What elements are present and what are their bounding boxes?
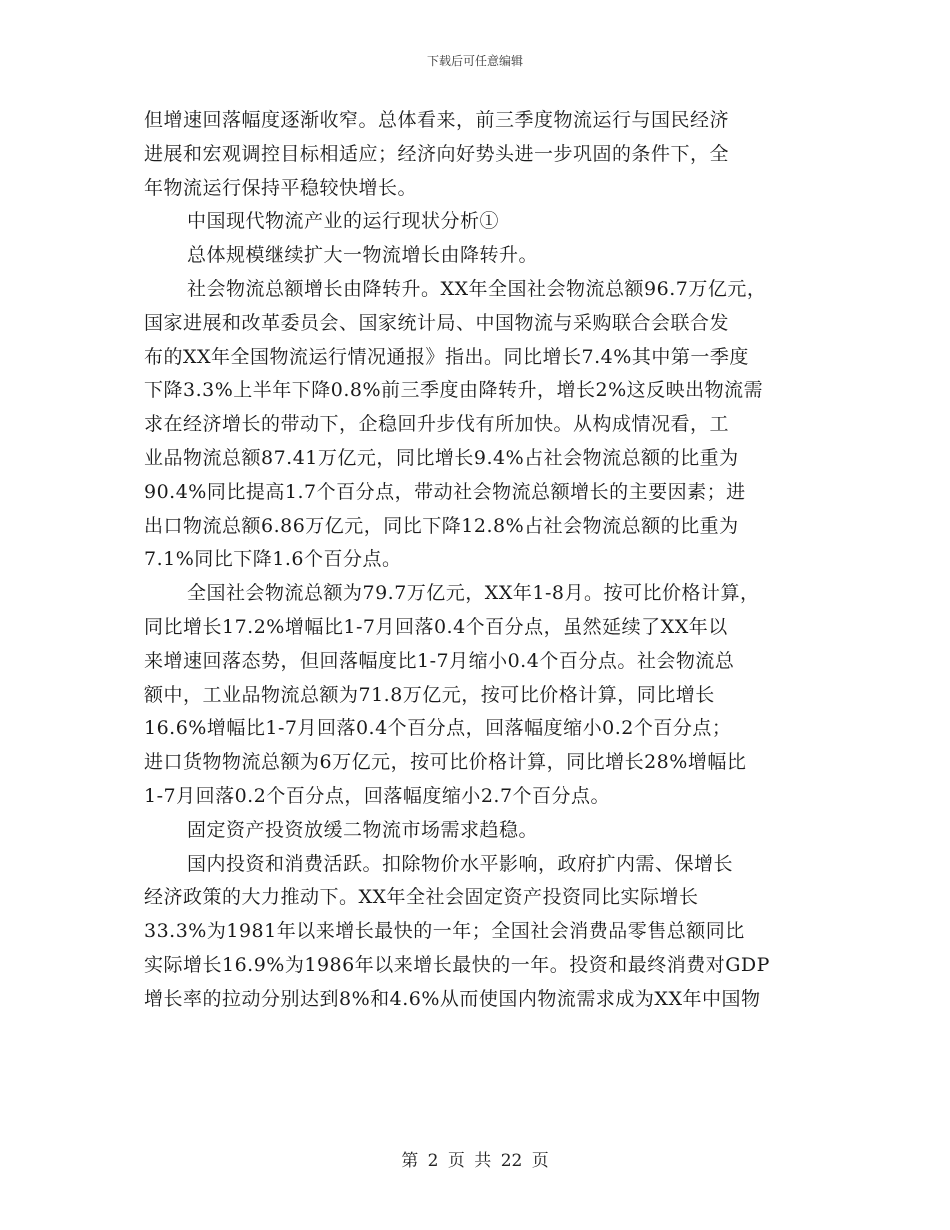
text-line: 固定资产投资放缓二物流市场需求趋稳。 (187, 818, 539, 841)
text-line: 1-7月回落0.2个百分点，回落幅度缩小2.7个百分点。 (144, 784, 611, 807)
text-line: 7.1%同比下降1.6个百分点。 (144, 548, 402, 571)
text-line: 业品物流总额87.41万亿元，同比增长9.4%占社会物流总额的比重为 (144, 446, 739, 469)
text-line: 年物流运行保持平稳较快增长。 (144, 176, 418, 199)
text-line: 额中，工业品物流总额为71.8万亿元，按可比价格计算，同比增长 (144, 683, 715, 706)
page-header: 下载后可任意编辑 (426, 54, 523, 68)
text-line: 下降3.3%上半年下降0.8%前三季度由降转升，增长2%这反映出物流需 (144, 379, 764, 402)
text-line: 总体规模继续扩大一物流增长由降转升。 (187, 244, 539, 267)
text-line: 同比增长17.2%增幅比1-7月回落0.4个百分点，虽然延续了XX年以 (144, 615, 728, 638)
text-line: 但增速回落幅度逐渐收窄。总体看来，前三季度物流运行与国民经济 (144, 109, 730, 131)
text-line: 16.6%增幅比1-7月回落0.4个百分点，回落幅度缩小0.2个百分点； (144, 717, 732, 740)
page-footer: 第 2 页 共 22 页 (401, 1151, 549, 1171)
text-line: 社会物流总额增长由降转升。XX年全国社会物流总额96.7万亿元， (187, 277, 767, 300)
text-line: 进展和宏观调控目标相适应；经济向好势头进一步巩固的条件下，全 (144, 142, 730, 165)
text-line: 国内投资和消费活跃。扣除物价水平影响，政府扩内需、保增长 (187, 852, 734, 875)
text-line: 出口物流总额6.86万亿元，同比下降12.8%占社会物流总额的比重为 (144, 514, 739, 537)
text-line: 增长率的拉动分别达到8%和4.6%从而使国内物流需求成为XX年中国物 (144, 987, 761, 1010)
text-line: 国家进展和改革委员会、国家统计局、中国物流与采购联合会联合发 (144, 311, 730, 334)
text-line: 90.4%同比提高1.7个百分点，带动社会物流总额增长的主要因素；进 (144, 480, 746, 503)
text-line: 求在经济增长的带动下，企稳回升步伐有所加快。从构成情况看，工 (144, 413, 730, 436)
text-line: 中国现代物流产业的运行现状分析① (187, 210, 500, 233)
text-line: 经济政策的大力推动下。XX年全社会固定资产投资同比实际增长 (144, 886, 699, 909)
document-body (144, 104, 814, 1017)
text-line: 全国社会物流总额为79.7万亿元，XX年1-8月。按可比价格计算， (187, 582, 760, 605)
text-line: 布的XX年全国物流运行情况通报》指出。同比增长7.4%其中第一季度 (144, 345, 749, 368)
text-line: 来增速回落态势，但回落幅度比1-7月缩小0.4个百分点。社会物流总 (144, 649, 735, 672)
text-line: 进口货物物流总额为6万亿元，按可比价格计算，同比增长28%增幅比 (144, 751, 747, 774)
text-line: 33.3%为1981年以来增长最快的一年；全国社会消费品零售总额同比 (144, 920, 745, 943)
text-line: 实际增长16.9%为1986年以来增长最快的一年。投资和最终消费对GDP (144, 953, 770, 976)
